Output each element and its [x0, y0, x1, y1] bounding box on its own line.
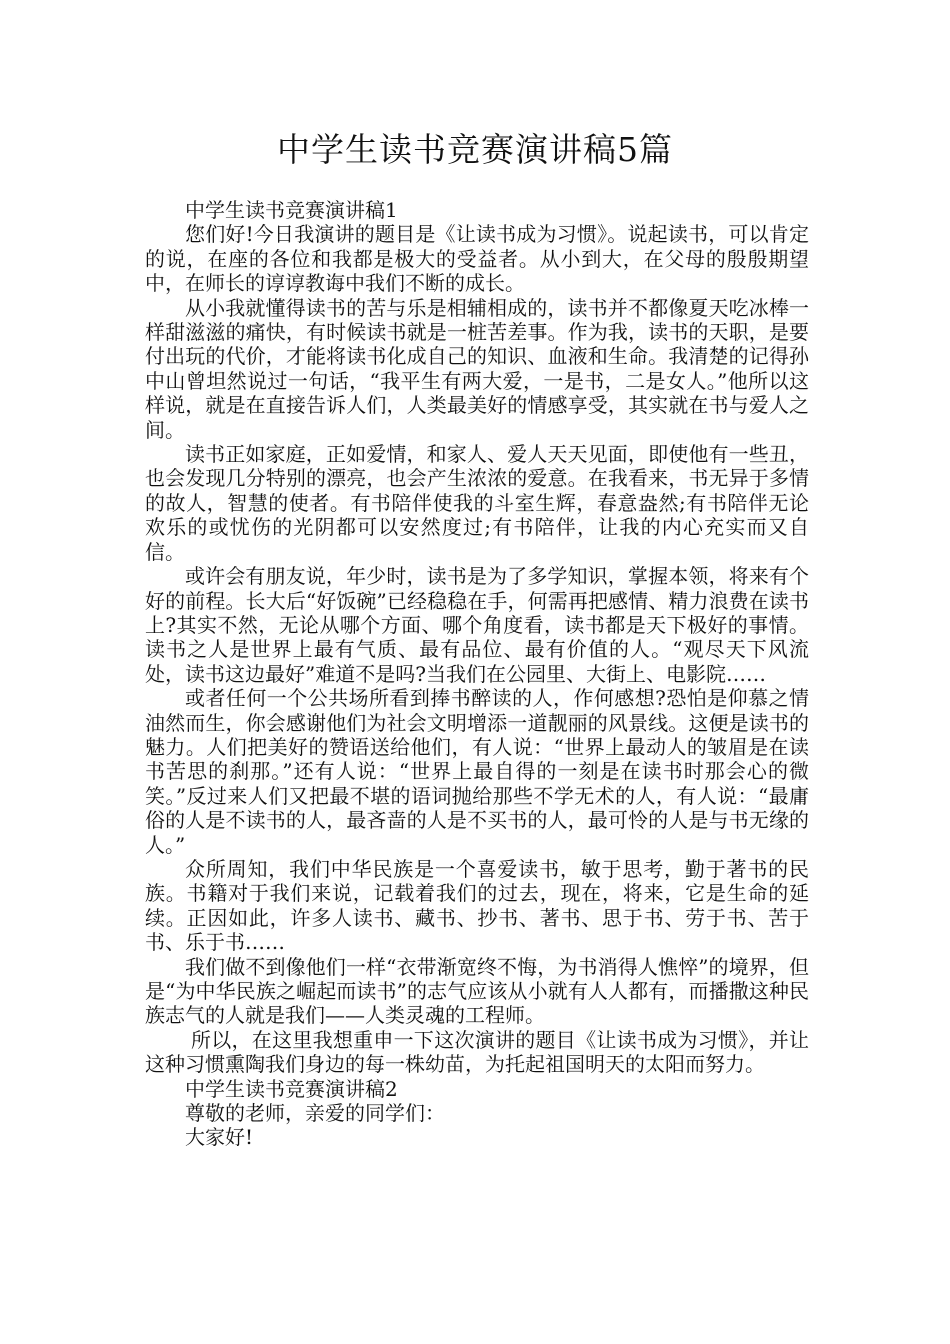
paragraph: 我们做不到像他们一样“衣带渐宽终不悔，为书消得人憔悴”的境界，但是“为中华民族之崛起而读书”的志气应该从小就有人人都有，而播撒这种民族志气的人就是我们——人类灵魂的工程师。 — [145, 954, 809, 1028]
paragraph: 从小我就懂得读书的苦与乐是相辅相成的，读书并不都像夏天吃冰棒一样甜滋滋的痛快，有时候读书就是一桩苦差事。作为我，读书的天职，是要付出玩的代价，才能将读书化成自己的知识、血液和生命。我清楚的记得孙中山曾坦然说过一句话，“我平生有两大爱，一是书，二是女人。”他所以这样说，就是在直接告诉人们，人类最美好的情感享受，其实就在书与爱人之间。 — [145, 295, 809, 442]
paragraph: 或许会有朋友说，年少时，读书是为了多学知识，掌握本领，将来有个好的前程。长大后“好饭碗”已经稳稳在手，何需再把感情、精力浪费在读书上?其实不然，无论从哪个方面、哪个角度看，读书都是天下极好的事情。读书之人是世界上最有气质、最有品位、最有价值的人。“观尽天下风流处，读书这边最好”难道不是吗?当我们在公园里、大街上、电影院…… — [145, 564, 809, 686]
document-body — [145, 198, 809, 1150]
paragraph: 所以，在这里我想重申一下这次演讲的题目《让读书成为习惯》，并让这种习惯熏陶我们身边的每一株幼苗，为托起祖国明天的太阳而努力。 — [145, 1027, 809, 1077]
section-heading: 中学生读书竞赛演讲稿2 — [185, 1076, 398, 1101]
paragraph: 读书正如家庭，正如爱情，和家人、爱人天天见面，即使他有一些丑，也会发现几分特别的漂亮，也会产生浓浓的爱意。在我看来，书无异于多情的故人，智慧的使者。有书陪伴使我的斗室生辉，春意盎然;有书陪伴无论欢乐的或忧伤的光阴都可以安然度过;有书陪伴，让我的内心充实而又自信。 — [145, 442, 809, 564]
paragraph: 众所周知，我们中华民族是一个喜爱读书，敏于思考，勤于著书的民族。书籍对于我们来说，记载着我们的过去，现在，将来，它是生命的延续。正因如此，许多人读书、藏书、抄书、著书、思于书、劳于书、苦于书、乐于书…… — [145, 856, 809, 955]
paragraph: 您们好!今日我演讲的题目是《让读书成为习惯》。说起读书，可以肯定的说，在座的各位和我都是极大的受益者。从小到大，在父母的殷殷期望中，在师长的谆谆教诲中我们不断的成长。 — [145, 222, 809, 296]
salutation: 尊敬的老师，亲爱的同学们： — [185, 1101, 445, 1126]
paragraph: 或者任何一个公共场所看到捧书醉读的人，作何感想?恐怕是仰慕之情油然而生，你会感谢他们为社会文明增添一道靓丽的风景线。这便是读书的魅力。人们把美好的赞语送给他们，有人说：“世界上最动人的皱眉是在读书苦思的刹那。”还有人说：“世界上最自得的一刻是在读书时那会心的微笑。”反过来人们又把最不堪的语词抛给那些不学无术的人，有人说：“最庸俗的人是不读书的人，最吝啬的人是不买书的人，最可怜的人是与书无缘的人。” — [145, 686, 809, 857]
greeting: 大家好! — [185, 1125, 254, 1150]
document-title: 中学生读书竞赛演讲稿5篇 — [277, 130, 673, 169]
section-heading: 中学生读书竞赛演讲稿1 — [185, 198, 398, 222]
